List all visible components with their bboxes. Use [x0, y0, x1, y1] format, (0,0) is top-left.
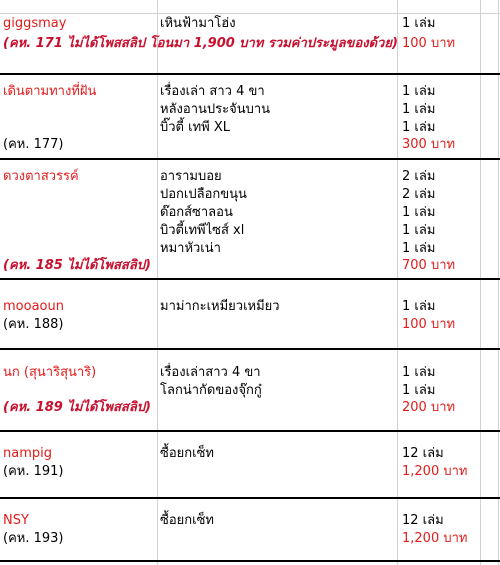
- customer-name[interactable]: ดวงตาสวรรค์: [3, 169, 79, 184]
- book-qty[interactable]: 1 เล่ม: [402, 102, 436, 117]
- group-separator: [0, 348, 500, 350]
- book-title[interactable]: บิวตี้เทพีไซส์ xl: [160, 223, 245, 238]
- book-title[interactable]: มาม่ากะเหมียวเหมียว: [160, 299, 280, 314]
- book-title[interactable]: ด๊อกส์ซาลอน: [160, 205, 233, 220]
- book-title[interactable]: ซื้อยกเซ็ท: [160, 446, 214, 461]
- customer-name[interactable]: nampig: [3, 446, 52, 461]
- book-title[interactable]: ซื้อยกเซ็ท: [160, 513, 214, 528]
- order-total[interactable]: 1,200 บาท: [402, 531, 468, 546]
- book-qty[interactable]: 1 เล่ม: [402, 299, 436, 314]
- book-title[interactable]: บิ๊วตี้ เทพี XL: [160, 120, 230, 135]
- book-qty[interactable]: 1 เล่ม: [402, 16, 436, 31]
- book-qty[interactable]: 1 เล่ม: [402, 223, 436, 238]
- book-title[interactable]: ปอกเปลือกขนุน: [160, 187, 247, 202]
- group-separator: [0, 560, 500, 562]
- group-separator: [0, 73, 500, 75]
- order-note[interactable]: (คห. 185 ไม่ได้โพสสลิป): [3, 258, 152, 273]
- book-title[interactable]: เรื่องเล่าสาว 4 ขา: [160, 365, 261, 380]
- column-divider: [157, 0, 158, 565]
- book-title[interactable]: อารามบอย: [160, 169, 222, 184]
- group-separator: [0, 278, 500, 280]
- book-qty[interactable]: 12 เล่ม: [402, 513, 444, 528]
- comment-ref[interactable]: (คห. 191): [3, 464, 64, 479]
- order-total[interactable]: 100 บาท: [402, 317, 456, 332]
- order-total[interactable]: 1,200 บาท: [402, 464, 468, 479]
- order-total[interactable]: 200 บาท: [402, 400, 456, 415]
- customer-name[interactable]: NSY: [3, 513, 29, 528]
- group-separator: [0, 158, 500, 160]
- book-qty[interactable]: 12 เล่ม: [402, 446, 444, 461]
- column-divider: [498, 0, 499, 565]
- comment-ref[interactable]: (คห. 193): [3, 531, 64, 546]
- group-separator: [0, 430, 500, 432]
- book-title[interactable]: โลกน่ากัดของจุ๊กกู๋: [160, 383, 262, 398]
- book-qty[interactable]: 2 เล่ม: [402, 187, 436, 202]
- order-note[interactable]: (คห. 189 ไม่ได้โพสสลิป): [3, 400, 152, 415]
- book-qty[interactable]: 1 เล่ม: [402, 241, 436, 256]
- customer-name[interactable]: เดินตามทางที่ฝัน: [3, 84, 97, 99]
- order-total[interactable]: 700 บาท: [402, 258, 456, 273]
- book-qty[interactable]: 1 เล่ม: [402, 205, 436, 220]
- book-title[interactable]: หมาหัวเน่า: [160, 241, 221, 256]
- book-qty[interactable]: 1 เล่ม: [402, 365, 436, 380]
- book-qty[interactable]: 1 เล่ม: [402, 383, 436, 398]
- customer-name[interactable]: giggsmay: [3, 16, 67, 31]
- book-qty[interactable]: 1 เล่ม: [402, 120, 436, 135]
- order-total[interactable]: 300 บาท: [402, 137, 456, 152]
- book-title[interactable]: เหินฟ้ามาโฮ่ง: [160, 16, 236, 31]
- group-separator: [0, 497, 500, 499]
- column-divider: [397, 0, 398, 565]
- customer-name[interactable]: mooaoun: [3, 299, 64, 314]
- order-note[interactable]: (คห. 171 ไม่ได้โพสสลิป โอนมา 1,900 บาท รวมค่าประมูลของด้วย): [3, 36, 398, 51]
- comment-ref[interactable]: (คห. 177): [3, 137, 64, 152]
- book-qty[interactable]: 1 เล่ม: [402, 84, 436, 99]
- order-total[interactable]: 100 บาท: [402, 36, 456, 51]
- book-title[interactable]: เรื่องเล่า สาว 4 ขา: [160, 84, 265, 99]
- book-title[interactable]: หลังอานประจันบาน: [160, 102, 271, 117]
- column-divider: [480, 0, 481, 565]
- comment-ref[interactable]: (คห. 188): [3, 317, 64, 332]
- row-divider: [0, 13, 500, 14]
- book-qty[interactable]: 2 เล่ม: [402, 169, 436, 184]
- customer-name[interactable]: นก (สุนาริสุนาริ): [3, 365, 97, 380]
